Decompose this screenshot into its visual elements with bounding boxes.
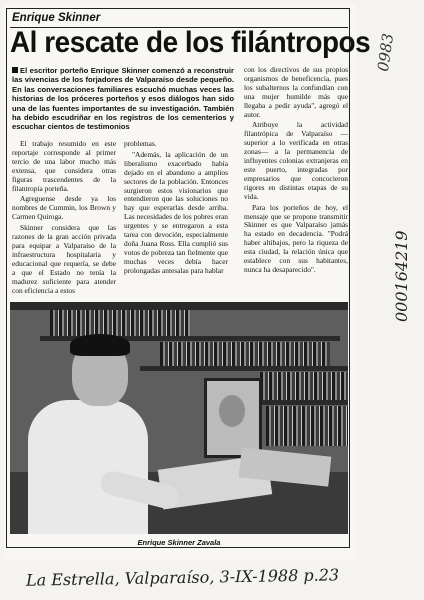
column-paragraph: problemas. bbox=[124, 139, 157, 148]
photo-caption: Enrique Skinner Zavala bbox=[137, 538, 221, 547]
lead-paragraph bbox=[12, 66, 234, 132]
column-3 bbox=[244, 66, 348, 277]
portrait-frame bbox=[204, 378, 262, 458]
man-figure bbox=[28, 400, 148, 534]
column-2 bbox=[124, 140, 228, 278]
column-paragraph: Agreguense desde ya los nombres de Cummin, los Brown y Carmen Quiroga. bbox=[12, 194, 116, 222]
column-paragraph: Atribuye la actividad filantrópica de Valparaíso —superior a lo verificada en otras zonas— a la permanencia de influyentes colonias extranjeras en este puerto, integradas por empresarios que concocieron rigores en distintas etapas de su vida. bbox=[244, 120, 348, 201]
kicker: Enrique Skinner bbox=[12, 12, 101, 24]
handwritten-code: 0983 bbox=[374, 32, 398, 73]
column-paragraph: "Además, la aplicación de un liberalismo exacerbado había dejado en el abandono a amplios sectores de la población. Entonces surgieron estos visionarios que entendieron que las soluciones no hay que esperarlas desde arriba. Las necesidades de los pobres eran urgentes y se entregaron a esta tarea con devoción, especialmente doña Juana Ross. Ella cumplió sus votos de pobreza tan fielmente que muchas veces debía hacer prolongadas antesalas para hablar bbox=[124, 149, 228, 275]
column-paragraph: Para los porteños de hoy, el mensaje que se propone transmitir Skinner es que Valparaíso jamás ha estado en decadencia. "Podrá haber altibajos, pero la riqueza de esta ciudad, la relación única que establece con sus habitantes, nunca ha desaparecido". bbox=[244, 202, 348, 274]
column-paragraph: Skinner considera que las razones de la gran acción privada para equipar a Valparaíso de la infraestructura hospitalaria y educacional que requería, se debe a que el Estado no tenía la madurez suficiente para atender con eficiencia a estos bbox=[12, 223, 116, 295]
article-photo bbox=[10, 302, 348, 534]
lead-text: El escritor porteño Enrique Skinner comenzó a reconstruir las vivencias de los forjadores de Valparaíso desde pequeño. En las conversaciones familiares escuchó muchas veces las historias de los próceres porteños y esos diálogos han sido una de las fuentes importantes de su investigación. También ha debido escudriñar en los registros de los cementerios y escuchar cientos de testimonios bbox=[12, 66, 234, 132]
headline: Al rescate de los filántropos bbox=[10, 26, 371, 59]
column-paragraph: con los directivos de sus propios organismos de beneficencia, pues los subalternos la confundían con una mujer humilde más que llegaba a pedir ayuda", agregó el autor. bbox=[244, 65, 348, 119]
bullet-icon bbox=[12, 67, 18, 73]
column-paragraph: El trabajo resumido en este reportaje corresponde al primer tercio de una labor mucho más extensa, que considera otras figuras trascendentes de la filantropía porteña. bbox=[12, 139, 116, 193]
handwritten-catalog-number: 000164219 bbox=[392, 230, 411, 322]
column-1 bbox=[12, 140, 116, 297]
handwritten-source: La Estrella, Valparaíso, 3-IX-1988 p.23 bbox=[25, 565, 340, 590]
